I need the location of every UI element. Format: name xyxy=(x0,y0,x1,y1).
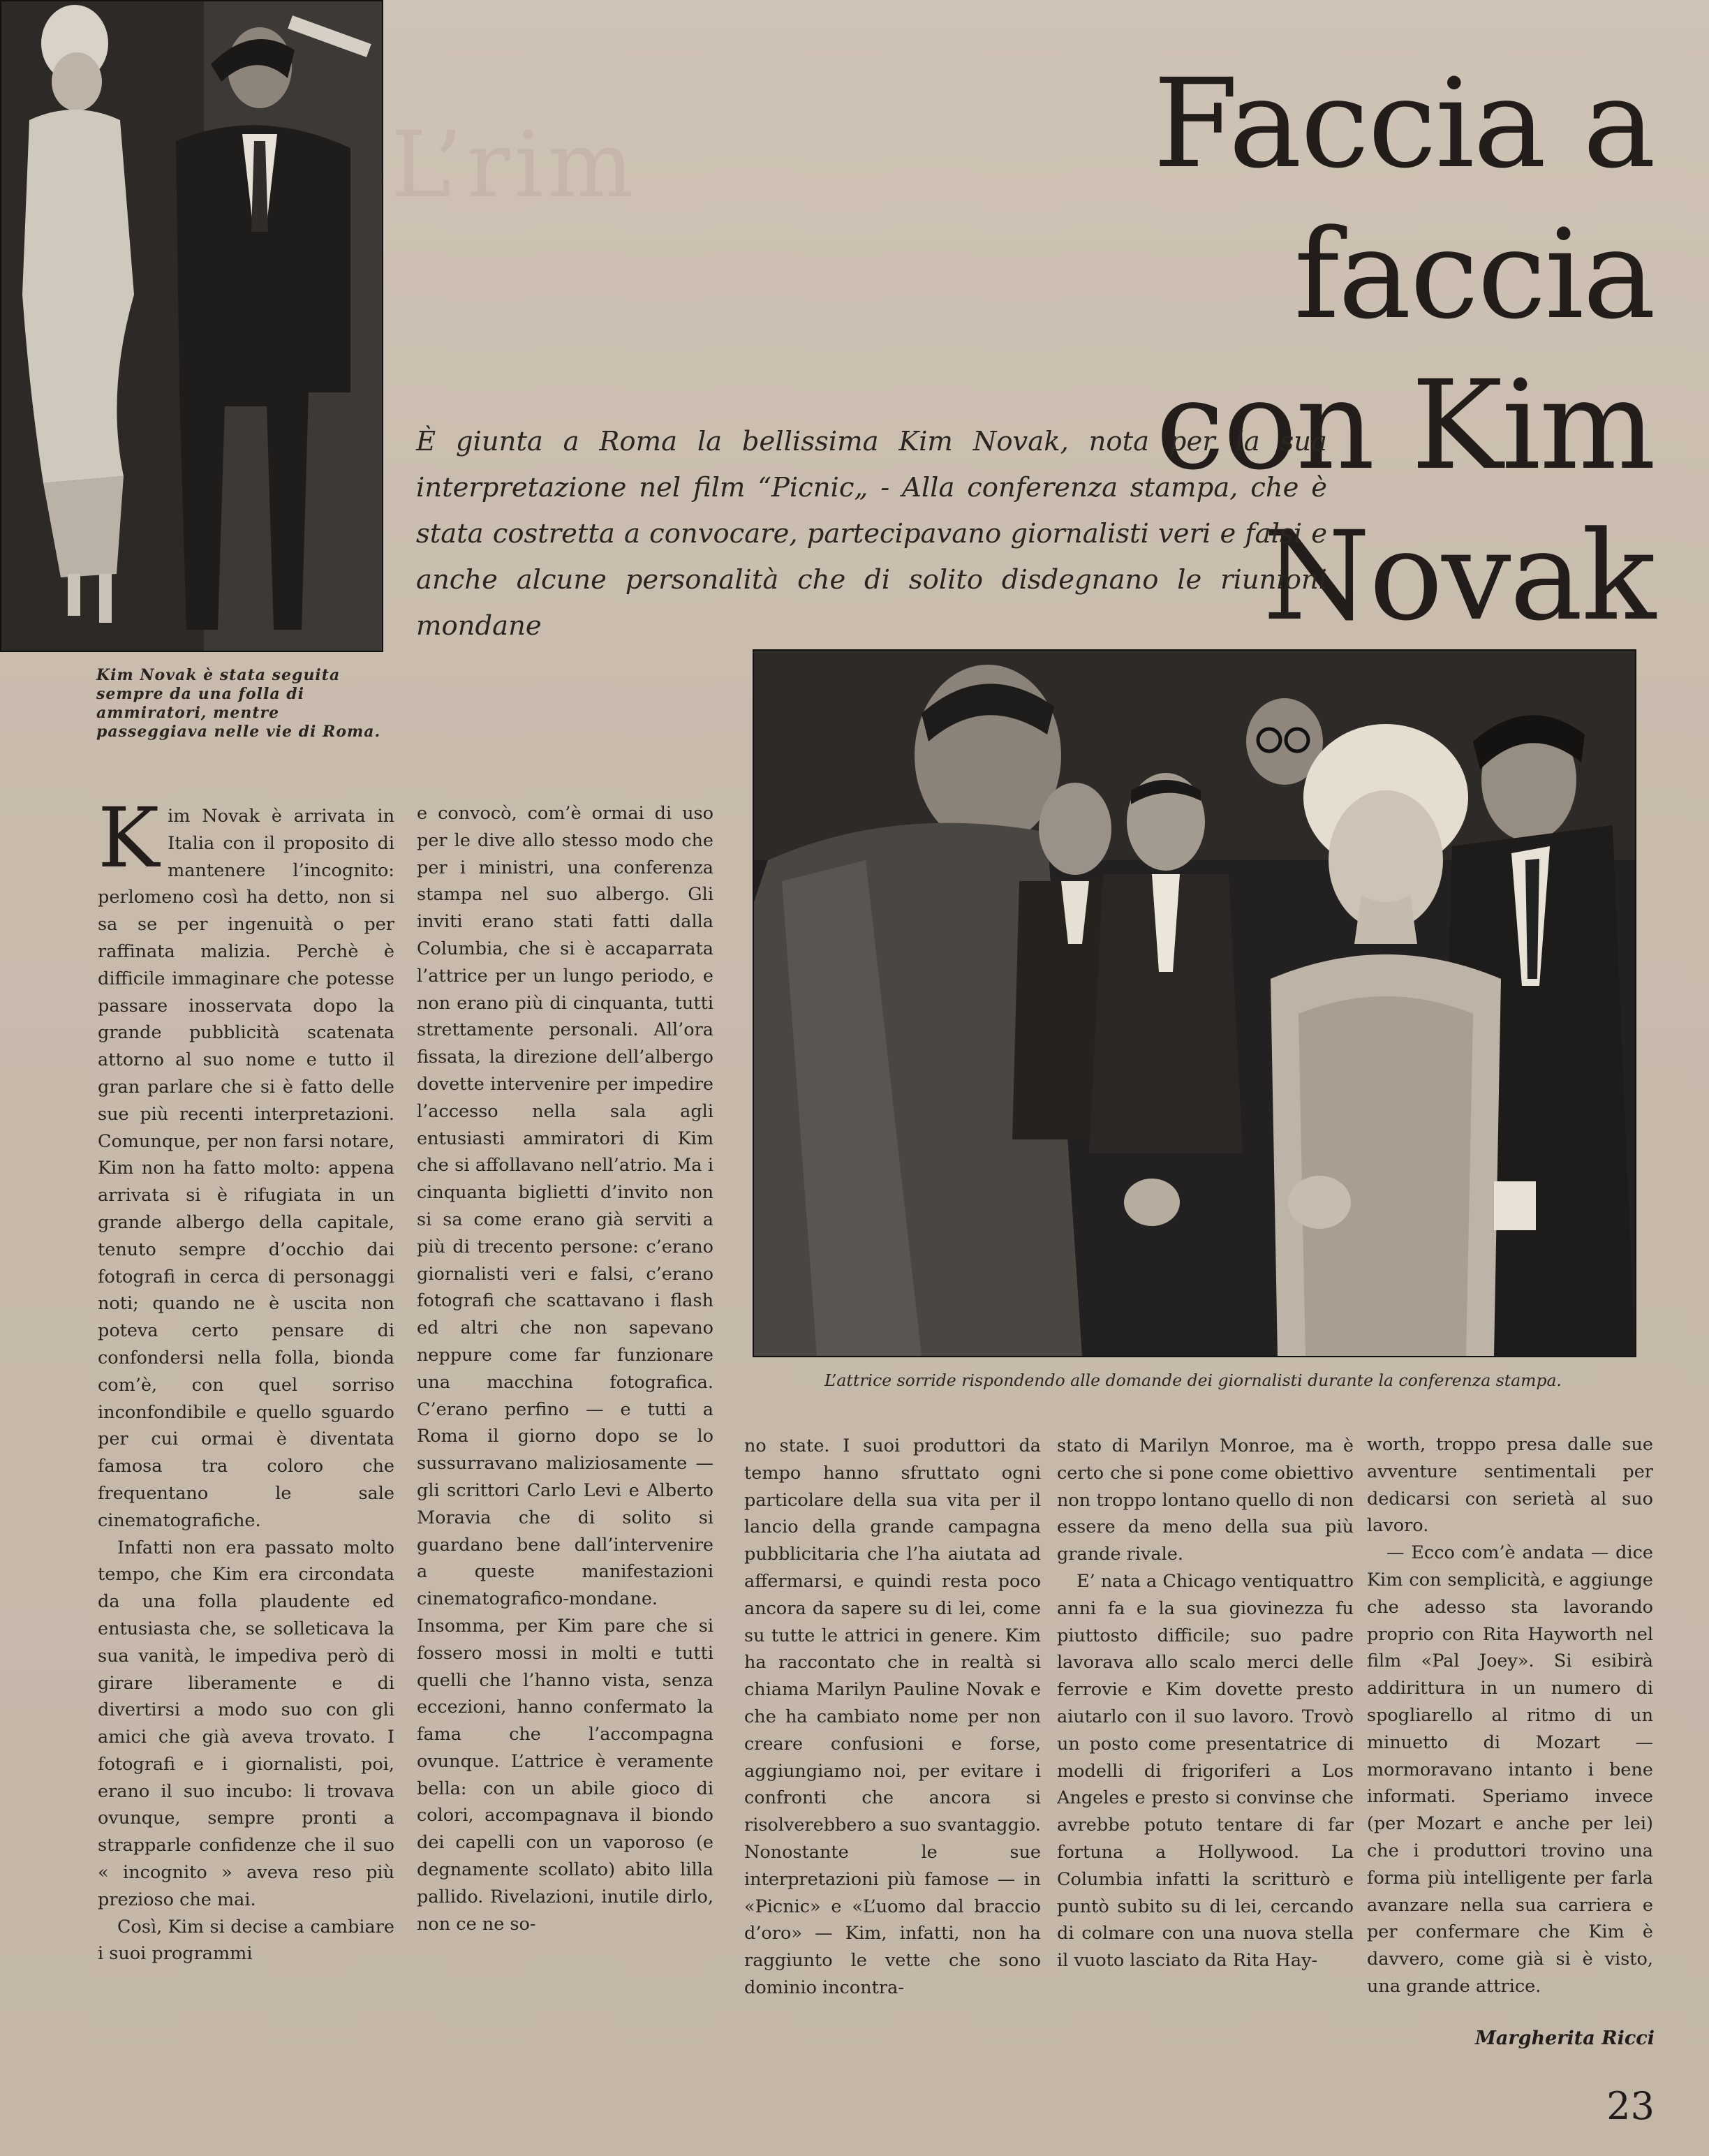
article-column-5 xyxy=(1367,1431,1653,2000)
article-paragraph: Così, Kim si decise a cambiare i suoi programmi xyxy=(98,1916,394,1965)
page-number: 23 xyxy=(1606,2084,1655,2128)
article-column-4 xyxy=(1057,1433,1354,1974)
article-paragraph: Infatti non era passato molto tempo, che Kim era circondata da una folla plaudente ed entusiasta che, se solleticava la sua vanità, le impediva però di girare liberamente e di divertirsi a modo suo con gli amici che già aveva trovato. I fotografi e i giornalisti, poi, erano il suo incubo: li trovava ovunque, sempre pronti a strapparle confidenze che il suo « incognito » aveva reso più prezioso che mai. xyxy=(98,1537,394,1910)
drop-cap: K xyxy=(98,790,160,886)
article-paragraph: no state. I suoi produttori da tempo hanno sfruttato ogni particolare della sua vita per il lancio della grande campagna pubblicitaria che l’ha aiutata ad affermarsi, e quindi resta poco ancora da sapere su di lei, come su tutte le attrici in genere. Kim ha raccontato che in realtà si chiama Marilyn Pauline Novak e che ha cambiato nome per non creare confusioni e forse, aggiungiamo noi, per evitare i confronti che ancora si risolverebbero a suo svantaggio. Nonostante le sue interpretazioni più famose — in «Picnic» e «L’uomo dal braccio d’oro» — Kim, infatti, non ha raggiunto le vette che sono dominio incontra- xyxy=(744,1435,1041,1998)
article-column-2 xyxy=(417,800,713,1937)
photo-press-conference-image xyxy=(754,651,1635,1356)
author-signature: Margherita Ricci xyxy=(1475,2028,1655,2049)
article-paragraph: e convocò, com’è ormai di uso per le dive allo stesso modo che per i ministri, una conferenza stampa nel suo albergo. Gli inviti erano stati fatti dalla Columbia, che si è accaparrata l’attrice per un lungo periodo, e non erano più di cinquanta, tutti strettamente personali. All’ora fissata, la direzione dell’albergo dovette intervenire per impedire l’accesso nella sala agli entusiasti ammiratori di Kim che si affollavano nell’atrio. Ma i cinquanta biglietti d’invito non si sa come erano già serviti a più di trecento persone: c’erano giornalisti veri e falsi, c’erano fotografi che scattavano i flash ed altri che non sapevano neppure come far funzionare una macchina fotografica. C’erano perfino — e tutti a Roma il giorno dopo se lo sussurravano maliziosamente — gli scrittori Carlo Levi e Alberto Moravia che di solito si guardano bene dall’intervenire a queste manifestazioni cinematografico-mondane. Insomma, per Kim pare che si fossero mossi in molti e tutti quelli che l’hanno vista, senza eccezioni, hanno confermato la fama che l’accompagna ovunque. L’attrice è veramente bella: con un abile gioco di colori, accompagnava il biondo dei capelli con un vaporoso (e degnamente scollato) abito lilla pallido. Rivelazioni, inutile dirlo, non ce ne so- xyxy=(417,803,713,1935)
headline-line-2: con Kim Novak xyxy=(1155,354,1655,648)
photo-caption-main: L’attrice sorride rispondendo alle domande dei giornalisti durante la conferenza stampa. xyxy=(824,1371,1562,1390)
photo-press-conference xyxy=(753,649,1636,1357)
show-through-text: L’rim xyxy=(391,112,638,218)
standfirst: È giunta a Roma la bellissima Kim Novak, nota per la sua interpretazione nel film “Picnic„ - Alla conferenza stampa, che è stata costretta a convocare, partecipavano giornalisti veri e falsi e anche alcune personalità che di solito disdegnano le riunioni mondane xyxy=(416,426,1327,642)
paragraph-text: im Novak è arrivata in Italia con il proposito di mantenere l’incognito: perlomeno così ha detto, non si sa se per ingenuità o per raffinata malizia. Perchè è difficile immaginare che potesse passare inosservata dopo la grande pubblicità scatenata attorno al suo nome e tutto il gran parlare che si è fatto delle sue più recenti interpretazioni. Comunque, per non farsi notare, Kim non ha fatto molto: appena arrivata si è rifugiata in un grande albergo della capitale, tenuto sempre d’occhio dai fotografi in cerca di personaggi noti; quando ne è uscita non poteva certo pensare di confondersi nella folla, bionda com’è, con quel sorriso inconfondibile e quello sguardo per cui ormai è diventata famosa tra coloro che frequentano le sale cinematografiche. xyxy=(98,806,394,1531)
article-paragraph: worth, troppo presa dalle sue avventure sentimentali per dedicarsi con serietà al suo lavoro. xyxy=(1367,1434,1653,1537)
headline-line-1: Faccia a faccia xyxy=(1153,52,1655,346)
photo-couple-walking-image xyxy=(1,1,382,651)
photo-couple-walking xyxy=(0,0,383,652)
article-column-1 xyxy=(98,790,394,1967)
photo-caption-top-left: Kim Novak è stata seguita sempre da una folla di ammiratori, mentre passeggiava nelle vie di Roma. xyxy=(96,666,381,741)
article-paragraph: stato di Marilyn Monroe, ma è certo che si pone come obiettivo non troppo lontano quello di non essere da meno della sua più grande rivale. xyxy=(1057,1435,1354,1565)
article-paragraph: E’ nata a Chicago ventiquattro anni fa e la sua giovinezza fu piuttosto difficile; suo padre lavorava allo scalo merci delle ferrovie e Kim dovette presto aiutarlo con il suo lavoro. Trovò un posto come presentatrice di modelli di frigoriferi a Los Angeles e presto si convinse che avrebbe potuto tentare di far fortuna a Hollywood. La Columbia infatti la scritturò e puntò subito su di lei, cercando di colmare con una nuova stella il vuoto lasciato da Rita Hay- xyxy=(1057,1570,1354,1972)
article-column-3 xyxy=(744,1433,1041,2002)
article-paragraph: — Ecco com’è andata — dice Kim con semplicità, e aggiunge che adesso sta lavorando proprio con Rita Hayworth nel film «Pal Joey». Si esibirà addirittura in un numero di spogliarello al ritmo di un minuetto di Mozart — mormoravano intanto i bene informati. Speriamo invece (per Mozart e anche per lei) che i produttori trovino una forma più intelligente per farla avanzare nella sua carriera e per confermare che Kim è davvero, come già si è visto, una grande attrice. xyxy=(1367,1542,1653,1997)
article-paragraph xyxy=(98,790,394,1535)
